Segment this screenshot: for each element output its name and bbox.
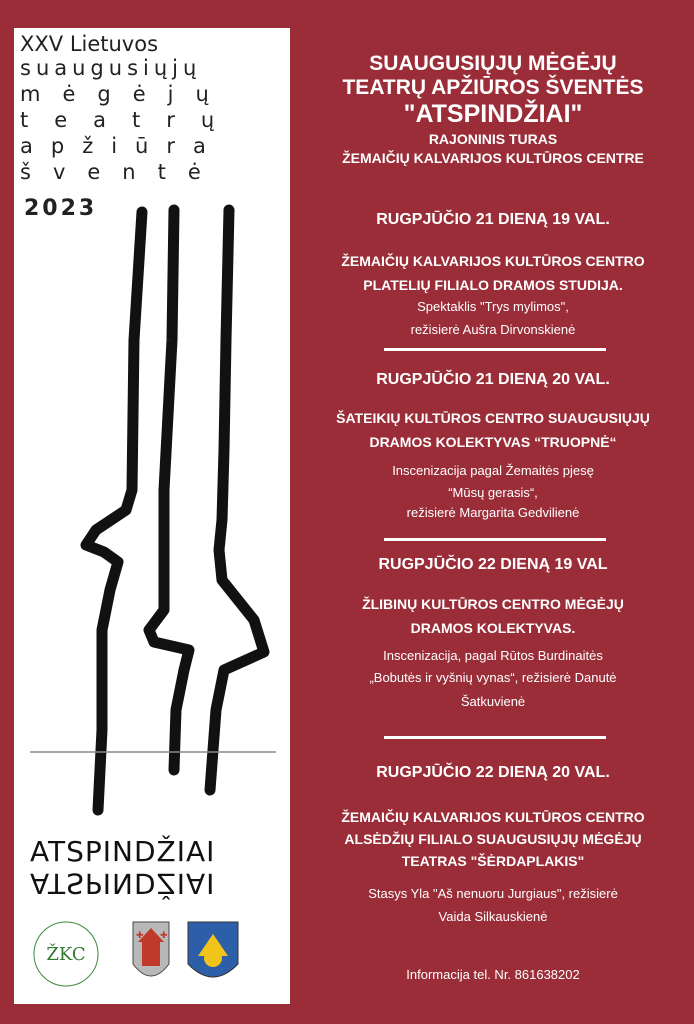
brush-stroke-middle bbox=[149, 210, 189, 770]
event-3-desc-line-3: Šatkuvienė bbox=[460, 694, 526, 709]
district-coat-of-arms bbox=[188, 922, 238, 977]
event-2-date: RUGPJŪČIO 21 DIENĄ 20 VAL. bbox=[376, 371, 610, 388]
event-divider-3 bbox=[384, 736, 606, 739]
event-2-org-line-1: ŠATEIKIŲ KULTŪROS CENTRO SUAUGUSIŲJŲ bbox=[336, 410, 650, 426]
festival-name: "ATSPINDŽIAI" bbox=[403, 100, 583, 128]
edition-line-3: mėgėjų bbox=[20, 82, 231, 106]
logos-strip bbox=[28, 918, 278, 990]
svg-text:✚: ✚ bbox=[136, 931, 144, 941]
culture-centre-logo bbox=[34, 922, 98, 986]
svg-text:✚: ✚ bbox=[160, 931, 168, 941]
edition-line-5: apžiūra bbox=[20, 134, 224, 158]
event-1-desc-line-1: Spektaklis "Trys mylimos", bbox=[417, 299, 569, 314]
festival-title-line-1: SUAUGUSIŲJŲ MĖGĖJŲ bbox=[369, 52, 617, 75]
event-4-desc-line-1: Stasys Yla "Aš nenuoru Jurgiaus", režisierė bbox=[368, 886, 618, 901]
event-divider-1 bbox=[384, 348, 606, 351]
brush-stroke-left bbox=[86, 212, 142, 810]
event-2-desc-line-2: “Mūsų gerasis“, bbox=[448, 485, 538, 500]
event-3-desc-line-1: Inscenizacija, pagal Rūtos Burdinaitės bbox=[383, 648, 603, 663]
poster-brand-title: ATSPINDŽIAI bbox=[30, 835, 216, 868]
event-1-desc-line-2: režisierė Aušra Dirvonskienė bbox=[410, 322, 576, 337]
edition-line-1: XXV Lietuvos bbox=[20, 32, 159, 56]
event-divider-2 bbox=[384, 538, 606, 541]
brush-stroke-artwork bbox=[14, 190, 290, 830]
event-4-date: RUGPJŪČIO 22 DIENĄ 20 VAL. bbox=[376, 764, 610, 781]
edition-line-2: suaugusiųjų bbox=[20, 56, 202, 80]
event-3-date: RUGPJŪČIO 22 DIENĄ 19 VAL bbox=[378, 556, 608, 573]
event-3-org-line-2: DRAMOS KOLEKTYVAS. bbox=[410, 620, 576, 636]
brush-stroke-right bbox=[210, 210, 264, 790]
event-1-org-line-1: ŽEMAIČIŲ KALVARIJOS KULTŪROS CENTRO bbox=[341, 253, 645, 269]
svg-text:ŽKC: ŽKC bbox=[46, 944, 86, 965]
event-1-date: RUGPJŪČIO 21 DIENĄ 19 VAL. bbox=[376, 211, 610, 228]
event-4-org-line-3: TEATRAS "ŠĖRDAPLAKIS" bbox=[401, 853, 585, 869]
event-2-desc-line-3: režisierė Margarita Gedvilienė bbox=[406, 505, 580, 520]
venue-label: ŽEMAIČIŲ KALVARIJOS KULTŪROS CENTRE bbox=[342, 150, 644, 166]
poster-brand-reflection: ATSPINDŽIAI bbox=[30, 867, 216, 900]
tour-label: RAJONINIS TURAS bbox=[428, 131, 558, 147]
event-4-desc-line-2: Vaida Silkauskienė bbox=[438, 909, 548, 924]
event-4-org-line-2: ALSĖDŽIŲ FILIALO SUAUGUSIŲJŲ MĖGĖJŲ bbox=[344, 831, 642, 847]
event-2-desc-line-1: Inscenizacija pagal Žemaitės pjesę bbox=[392, 463, 594, 478]
event-3-desc-line-2: „Bobutės ir vyšnių vynas“, režisierė Danutė bbox=[369, 670, 617, 685]
festival-title-line-2: TEATRŲ APŽIŪROS ŠVENTĖS bbox=[342, 76, 644, 99]
contact-info: Informacija tel. Nr. 861638202 bbox=[406, 967, 580, 982]
poster-left-column bbox=[0, 0, 292, 1024]
event-4-org-line-1: ŽEMAIČIŲ KALVARIJOS KULTŪROS CENTRO bbox=[341, 809, 645, 825]
event-program bbox=[292, 0, 694, 1024]
edition-line-4: teatrų bbox=[20, 108, 241, 132]
town-coat-of-arms bbox=[133, 922, 169, 976]
edition-line-6: šventė bbox=[20, 160, 223, 184]
event-1-org-line-2: PLATELIŲ FILIALO DRAMOS STUDIJA. bbox=[363, 277, 623, 293]
event-2-org-line-2: DRAMOS KOLEKTYVAS “TRUOPNĖ“ bbox=[369, 434, 617, 450]
poster-year: 2023 bbox=[24, 196, 98, 221]
event-3-org-line-1: ŽLIBINŲ KULTŪROS CENTRO MĖGĖJŲ bbox=[362, 596, 624, 612]
